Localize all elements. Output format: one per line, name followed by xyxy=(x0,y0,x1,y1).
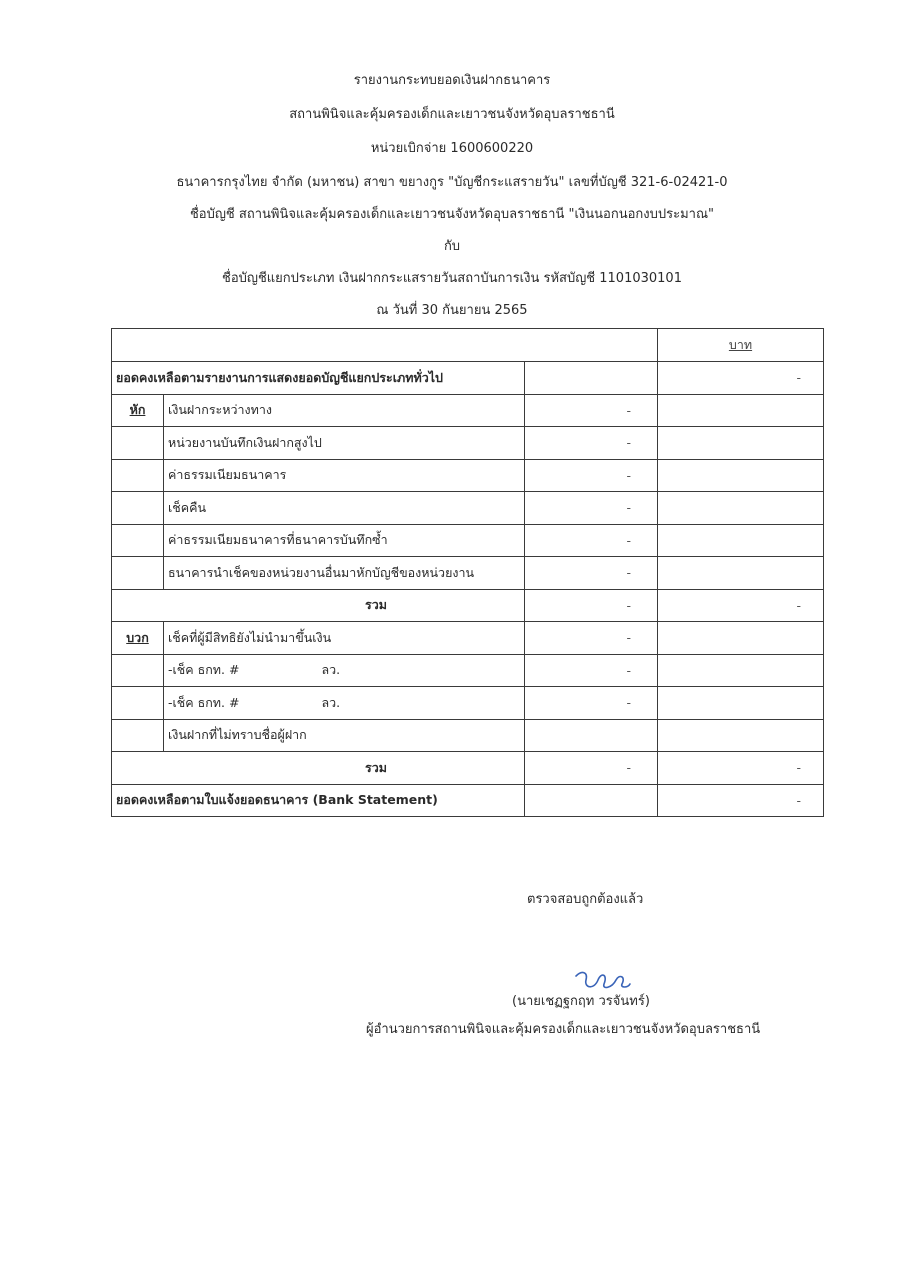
deduct-item-label: เงินฝากระหว่างทาง xyxy=(164,394,525,427)
bank-balance-value: - xyxy=(658,784,824,817)
add-item-label: เช็คที่ผู้มีสิทธิยังไม่นำมาขึ้นเงิน xyxy=(164,622,525,655)
deduct-total-label: รวม xyxy=(112,589,525,622)
deduct-item-value: - xyxy=(525,524,658,557)
signer-position: ผู้อำนวยการสถานพินิจและคุ้มครองเด็กและเยาวชนจังหวัดอุบลราชธานี xyxy=(366,1022,761,1037)
gl-balance-value: - xyxy=(658,362,824,395)
table-row xyxy=(112,719,824,752)
deduct-item-label: ค่าธรรมเนียมธนาคาร xyxy=(164,459,525,492)
agency-name: สถานพินิจและคุ้มครองเด็กและเยาวชนจังหวัดอุบลราชธานี xyxy=(289,107,615,122)
deduct-item-value: - xyxy=(525,492,658,525)
report-title: รายงานกระทบยอดเงินฝากธนาคาร xyxy=(353,73,551,88)
bank-balance-row xyxy=(112,784,824,817)
deduct-item-label: ค่าธรรมเนียมธนาคารที่ธนาคารบันทึกซ้ำ xyxy=(164,524,525,557)
add-item-value xyxy=(525,719,658,752)
cheque-label: -เช็ค ธกท. # xyxy=(168,662,240,678)
add-total-value: - xyxy=(525,752,658,785)
table-row xyxy=(112,459,824,492)
table-row xyxy=(112,622,824,655)
add-total-label: รวม xyxy=(112,752,525,785)
table-row xyxy=(112,427,824,460)
disbursement-unit: หน่วยเบิกจ่าย 1600600220 xyxy=(370,141,534,156)
bank-account-info: ธนาคารกรุงไทย จำกัด (มหาชน) สาขา ขยางกูร "บัญชีกระแสรายวัน" เลขที่บัญชี 321-6-02421-0 xyxy=(176,175,728,190)
account-name: ชื่อบัญชี สถานพินิจและคุ้มครองเด็กและเยาวชนจังหวัดอุบลราชธานี "เงินนอกนอกงบประมาณ" xyxy=(189,207,715,222)
deduct-item-value: - xyxy=(525,557,658,590)
verified-text: ตรวจสอบถูกต้องแล้ว xyxy=(527,892,644,907)
add-label: บวก xyxy=(112,622,164,655)
deduct-item-label: ธนาคารนำเช็คของหน่วยงานอื่นมาหักบัญชีของหน่วยงาน xyxy=(164,557,525,590)
cheque-date-label: ลว. xyxy=(321,662,341,678)
add-total-row xyxy=(112,752,824,785)
bank-balance-label: ยอดคงเหลือตามใบแจ้งยอดธนาคาร (Bank Statement) xyxy=(112,784,525,817)
add-item-value: - xyxy=(525,654,658,687)
table-row xyxy=(112,654,824,687)
gl-balance-label: ยอดคงเหลือตามรายงานการแสดงยอดบัญชีแยกประเภททั่วไป xyxy=(112,362,525,395)
gl-account-info: ชื่อบัญชีแยกประเภท เงินฝากกระแสรายวันสถาบันการเงิน รหัสบัญชี 1101030101 xyxy=(222,271,682,286)
table-row xyxy=(112,687,824,720)
add-item-label: เงินฝากที่ไม่ทราบชื่อผู้ฝาก xyxy=(164,719,525,752)
report-date: ณ วันที่ 30 กันยายน 2565 xyxy=(376,303,528,318)
cheque-row xyxy=(164,687,525,720)
with-text: กับ xyxy=(443,239,461,254)
cheque-label: -เช็ค ธกท. # xyxy=(168,694,240,710)
table-header-row xyxy=(112,329,824,362)
table-row xyxy=(112,524,824,557)
table-row xyxy=(112,394,824,427)
deduct-item-value: - xyxy=(525,427,658,460)
deduct-item-label: หน่วยงานบันทึกเงินฝากสูงไป xyxy=(164,427,525,460)
deduct-item-value: - xyxy=(525,459,658,492)
table-row xyxy=(112,557,824,590)
cheque-row xyxy=(164,654,525,687)
deduct-item-value: - xyxy=(525,394,658,427)
table-row xyxy=(112,492,824,525)
deduct-item-label: เช็คคืน xyxy=(164,492,525,525)
add-total-amount: - xyxy=(658,752,824,785)
deduct-total-amount: - xyxy=(658,589,824,622)
currency-header: บาท xyxy=(658,329,824,362)
gl-balance-row xyxy=(112,362,824,395)
deduct-total-value: - xyxy=(525,589,658,622)
deduct-label: หัก xyxy=(112,394,164,427)
cheque-date-label: ลว. xyxy=(321,694,341,710)
signer-name: (นายเชฏฐกฤท วรจันทร์) xyxy=(512,994,650,1009)
deduct-total-row xyxy=(112,589,824,622)
add-item-value: - xyxy=(525,687,658,720)
reconciliation-table xyxy=(111,328,824,817)
add-item-value: - xyxy=(525,622,658,655)
